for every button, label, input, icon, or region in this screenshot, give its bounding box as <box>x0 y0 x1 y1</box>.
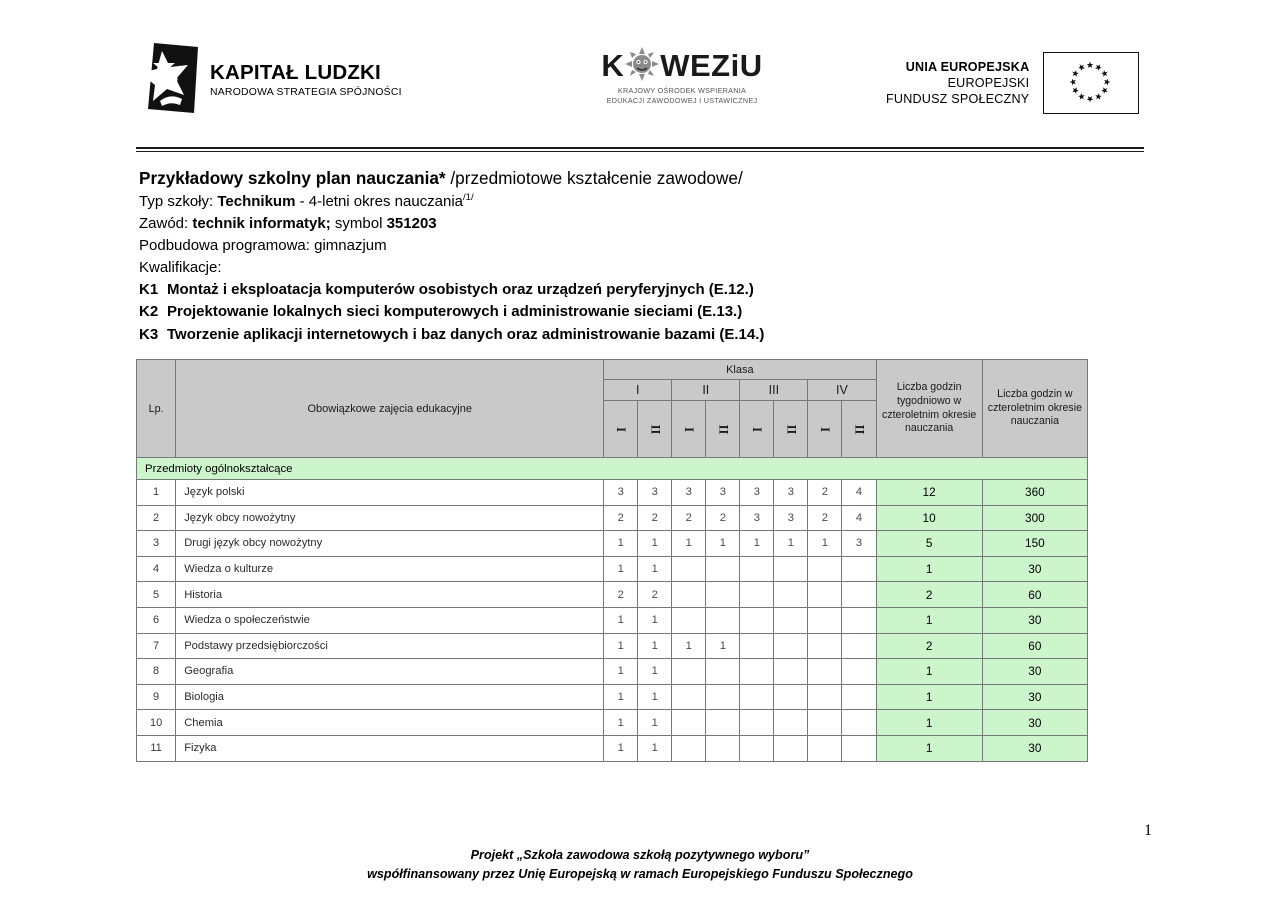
profession-line <box>139 213 1149 235</box>
cell-hours-semester-1: 1 <box>604 531 638 557</box>
cell-hours-semester-7 <box>808 582 842 608</box>
page-number: 1 <box>1144 822 1152 839</box>
cell-lp: 9 <box>137 684 176 710</box>
cell-hours-semester-5 <box>740 735 774 761</box>
qualification-k1-text: Montaż i eksploatacja komputerów osobistych oraz urządzeń peryferyjnych (E.12.) <box>167 281 754 299</box>
cell-hours-semester-5 <box>740 633 774 659</box>
cell-hours-semester-2: 2 <box>638 505 672 531</box>
footer-note <box>0 846 1280 884</box>
table-row <box>137 607 1088 633</box>
cell-hours-semester-4 <box>706 582 740 608</box>
cell-weekly-total: 1 <box>876 607 982 633</box>
cell-lp: 6 <box>137 607 176 633</box>
cell-hours-semester-6: 1 <box>774 531 808 557</box>
kapital-ludzki-title: KAPITAŁ LUDZKI <box>210 61 381 85</box>
semester-label-3-1: I <box>750 426 765 432</box>
cell-four-year-total: 30 <box>982 607 1087 633</box>
qualification-k3-id: K3 <box>139 325 159 343</box>
cell-hours-semester-1: 1 <box>604 735 638 761</box>
cell-four-year-total: 30 <box>982 659 1087 685</box>
cell-hours-semester-8 <box>842 659 876 685</box>
cell-hours-semester-4 <box>706 735 740 761</box>
col-header-class-1: I <box>604 380 672 401</box>
cell-hours-semester-6 <box>774 684 808 710</box>
cell-four-year-total: 60 <box>982 582 1087 608</box>
semester-label-2-1: I <box>682 426 697 432</box>
col-header-lp: Lp. <box>137 360 176 458</box>
cell-weekly-total: 1 <box>876 710 982 736</box>
cell-hours-semester-6 <box>774 659 808 685</box>
cell-hours-semester-5 <box>740 582 774 608</box>
cell-hours-semester-1: 1 <box>604 607 638 633</box>
cell-four-year-total: 30 <box>982 556 1087 582</box>
cell-hours-semester-8 <box>842 582 876 608</box>
eu-flag-icon <box>1043 52 1139 114</box>
cell-hours-semester-7: 1 <box>808 531 842 557</box>
cell-hours-semester-2: 1 <box>638 607 672 633</box>
cell-lp: 3 <box>137 531 176 557</box>
kowezju-subtitle-line2: EDUKACJI ZAWODOWEJ I USTAWICZNEJ <box>606 96 758 106</box>
page-title-bold: Przykładowy szkolny plan nauczania* <box>139 168 446 188</box>
cell-lp: 4 <box>137 556 176 582</box>
school-type-line <box>139 191 1149 213</box>
table-row <box>137 480 1088 506</box>
cell-hours-semester-2: 1 <box>638 531 672 557</box>
cell-hours-semester-3 <box>672 607 706 633</box>
table-section-row <box>137 458 1088 480</box>
header-divider <box>136 147 1144 149</box>
page-title <box>139 166 1149 191</box>
cell-hours-semester-3: 1 <box>672 531 706 557</box>
kowezju-sun-icon <box>625 47 659 81</box>
cell-hours-semester-7 <box>808 735 842 761</box>
cell-weekly-total: 5 <box>876 531 982 557</box>
cell-hours-semester-7 <box>808 659 842 685</box>
col-header-four-year-total: Liczba godzin w czteroletnim okresie nauczania <box>982 360 1087 458</box>
eu-label-line3: FUNDUSZ SPOŁECZNY <box>886 92 1030 107</box>
cell-hours-semester-4 <box>706 659 740 685</box>
logo-bar <box>0 38 1280 133</box>
cell-subject: Fizyka <box>176 735 604 761</box>
cell-four-year-total: 30 <box>982 735 1087 761</box>
table-row <box>137 710 1088 736</box>
col-header-semester-2 <box>638 401 672 458</box>
cell-subject: Geografia <box>176 659 604 685</box>
table-row <box>137 684 1088 710</box>
qualification-k3-text: Tworzenie aplikacji internetowych i baz danych oraz administrowanie bazami (E.14.) <box>167 325 765 343</box>
table-row <box>137 531 1088 557</box>
cell-hours-semester-3 <box>672 710 706 736</box>
cell-hours-semester-4 <box>706 684 740 710</box>
qualification-k2-text: Projektowanie lokalnych sieci komputerowych i administrowanie sieciami (E.13.) <box>167 303 743 321</box>
table-row <box>137 505 1088 531</box>
cell-hours-semester-7 <box>808 607 842 633</box>
cell-hours-semester-8: 4 <box>842 480 876 506</box>
eu-label-line1: UNIA EUROPEJSKA <box>905 60 1030 74</box>
cell-hours-semester-3 <box>672 659 706 685</box>
cell-hours-semester-3 <box>672 684 706 710</box>
cell-hours-semester-4 <box>706 556 740 582</box>
cell-subject: Biologia <box>176 684 604 710</box>
school-type-duration: - 4-letni okres nauczania <box>295 192 464 210</box>
cell-hours-semester-2: 3 <box>638 480 672 506</box>
cell-weekly-total: 10 <box>876 505 982 531</box>
cell-hours-semester-2: 2 <box>638 582 672 608</box>
cell-four-year-total: 300 <box>982 505 1087 531</box>
cell-hours-semester-3 <box>672 735 706 761</box>
cell-subject: Historia <box>176 582 604 608</box>
semester-label-2-2: II <box>716 424 731 434</box>
table-section-label: Przedmioty ogólnokształcące <box>137 458 1088 480</box>
cell-subject: Podstawy przedsiębiorczości <box>176 633 604 659</box>
profession-symbol-code: 351203 <box>386 214 437 232</box>
cell-subject: Język polski <box>176 480 604 506</box>
cell-hours-semester-7 <box>808 710 842 736</box>
cell-hours-semester-4: 3 <box>706 480 740 506</box>
table-row <box>137 582 1088 608</box>
semester-label-3-2: II <box>784 424 799 434</box>
cell-hours-semester-8: 4 <box>842 505 876 531</box>
cell-subject: Język obcy nowożytny <box>176 505 604 531</box>
cell-weekly-total: 2 <box>876 582 982 608</box>
kapital-ludzki-subtitle: NARODOWA STRATEGIA SPÓJNOŚCI <box>210 86 402 98</box>
teaching-plan-table <box>136 359 1088 762</box>
qualifications-label: Kwalifikacje: <box>139 259 222 277</box>
cell-subject: Wiedza o społeczeństwie <box>176 607 604 633</box>
cell-hours-semester-2: 1 <box>638 633 672 659</box>
cell-hours-semester-1: 1 <box>604 710 638 736</box>
cell-weekly-total: 1 <box>876 659 982 685</box>
school-type-value: Technikum <box>217 192 296 210</box>
cell-hours-semester-7 <box>808 684 842 710</box>
footer-line-2: współfinansowany przez Unię Europejską w ramach Europejskiego Funduszu Społecznego <box>367 866 913 881</box>
cell-weekly-total: 1 <box>876 735 982 761</box>
kowezju-subtitle-line1: KRAJOWY OŚRODEK WSPIERANIA <box>617 86 747 95</box>
cell-hours-semester-6 <box>774 607 808 633</box>
cell-hours-semester-8 <box>842 607 876 633</box>
col-header-semester-8 <box>842 401 876 458</box>
kowezju-letters-weziu: WEZiU <box>660 47 763 83</box>
cell-hours-semester-1: 1 <box>604 633 638 659</box>
document-title-block <box>139 166 1149 346</box>
cell-hours-semester-3 <box>672 556 706 582</box>
col-header-semester-7 <box>808 401 842 458</box>
cell-hours-semester-2: 1 <box>638 735 672 761</box>
cell-lp: 1 <box>137 480 176 506</box>
table-row <box>137 633 1088 659</box>
col-header-semester-5 <box>740 401 774 458</box>
cell-hours-semester-4: 1 <box>706 531 740 557</box>
cell-hours-semester-6 <box>774 582 808 608</box>
col-header-klasa: Klasa <box>604 360 876 380</box>
cell-hours-semester-7 <box>808 633 842 659</box>
table-row <box>137 735 1088 761</box>
cell-hours-semester-5: 3 <box>740 480 774 506</box>
profession-label: Zawód: <box>139 214 193 232</box>
semester-label-1-1: I <box>614 426 629 432</box>
kapital-ludzki-logo <box>140 43 402 117</box>
cell-lp: 8 <box>137 659 176 685</box>
qualification-k3 <box>139 324 1149 346</box>
footer-line-1: Projekt „Szkoła zawodowa szkołą pozytywnego wyboru” <box>470 848 810 862</box>
cell-hours-semester-8 <box>842 633 876 659</box>
qualification-k1-id: K1 <box>139 281 159 299</box>
cell-hours-semester-4: 1 <box>706 633 740 659</box>
cell-hours-semester-1: 1 <box>604 659 638 685</box>
cell-weekly-total: 2 <box>876 633 982 659</box>
cell-hours-semester-2: 1 <box>638 556 672 582</box>
cell-hours-semester-6 <box>774 735 808 761</box>
cell-hours-semester-4 <box>706 710 740 736</box>
profession-symbol-label: symbol <box>330 214 387 232</box>
semester-label-1-2: II <box>648 424 663 434</box>
cell-hours-semester-7 <box>808 556 842 582</box>
col-header-semester-4 <box>706 401 740 458</box>
table-head <box>137 360 1088 458</box>
cell-hours-semester-4 <box>706 607 740 633</box>
col-header-semester-6 <box>774 401 808 458</box>
cell-lp: 2 <box>137 505 176 531</box>
cell-subject: Wiedza o kulturze <box>176 556 604 582</box>
cell-four-year-total: 30 <box>982 710 1087 736</box>
cell-subject: Chemia <box>176 710 604 736</box>
cell-hours-semester-3: 3 <box>672 480 706 506</box>
cell-hours-semester-3: 1 <box>672 633 706 659</box>
cell-hours-semester-8 <box>842 556 876 582</box>
cell-hours-semester-2: 1 <box>638 659 672 685</box>
cell-hours-semester-5 <box>740 659 774 685</box>
cell-hours-semester-1: 1 <box>604 684 638 710</box>
cell-hours-semester-2: 1 <box>638 710 672 736</box>
cell-hours-semester-6 <box>774 710 808 736</box>
kowezju-letter-k: K <box>601 47 625 83</box>
semester-label-4-2: II <box>852 424 867 434</box>
cell-hours-semester-1: 2 <box>604 505 638 531</box>
cell-subject: Drugi język obcy nowożytny <box>176 531 604 557</box>
cell-hours-semester-4: 2 <box>706 505 740 531</box>
cell-hours-semester-5 <box>740 710 774 736</box>
table-row <box>137 556 1088 582</box>
col-header-semester-1 <box>604 401 638 458</box>
cell-hours-semester-3: 2 <box>672 505 706 531</box>
profession-value: technik informatyk; <box>192 214 331 232</box>
cell-hours-semester-8 <box>842 684 876 710</box>
cell-hours-semester-1: 2 <box>604 582 638 608</box>
cell-hours-semester-5: 3 <box>740 505 774 531</box>
qualification-k2-id: K2 <box>139 303 159 321</box>
table-body <box>137 458 1088 762</box>
cell-weekly-total: 1 <box>876 556 982 582</box>
cell-hours-semester-6: 3 <box>774 505 808 531</box>
school-type-label: Typ szkoły: <box>139 192 218 210</box>
kowezju-logo <box>592 48 772 107</box>
cell-hours-semester-8: 3 <box>842 531 876 557</box>
cell-hours-semester-7: 2 <box>808 480 842 506</box>
european-union-logo <box>886 52 1139 114</box>
cell-lp: 5 <box>137 582 176 608</box>
eu-label-line2: EUROPEJSKI <box>947 76 1030 91</box>
cell-lp: 10 <box>137 710 176 736</box>
col-header-class-3: III <box>740 380 808 401</box>
col-header-subject: Obowiązkowe zajęcia edukacyjne <box>176 360 604 458</box>
semester-label-4-1: I <box>818 426 833 432</box>
cell-hours-semester-3 <box>672 582 706 608</box>
cell-hours-semester-6 <box>774 556 808 582</box>
cell-lp: 7 <box>137 633 176 659</box>
base-program-line: Podbudowa programowa: gimnazjum <box>139 237 387 255</box>
cell-hours-semester-5 <box>740 684 774 710</box>
cell-hours-semester-6: 3 <box>774 480 808 506</box>
kapital-ludzki-star-figure-icon <box>140 43 198 117</box>
cell-four-year-total: 360 <box>982 480 1087 506</box>
page-title-rest: /przedmiotowe kształcenie zawodowe/ <box>445 168 743 188</box>
cell-four-year-total: 60 <box>982 633 1087 659</box>
cell-hours-semester-8 <box>842 710 876 736</box>
cell-lp: 11 <box>137 735 176 761</box>
cell-weekly-total: 12 <box>876 480 982 506</box>
table-head-row-1 <box>137 360 1088 380</box>
col-header-class-4: IV <box>808 380 876 401</box>
cell-hours-semester-8 <box>842 735 876 761</box>
col-header-semester-3 <box>672 401 706 458</box>
col-header-weekly-total: Liczba godzin tygodniowo w czteroletnim okresie nauczania <box>876 360 982 458</box>
cell-hours-semester-6 <box>774 633 808 659</box>
col-header-class-2: II <box>672 380 740 401</box>
cell-hours-semester-5 <box>740 607 774 633</box>
cell-hours-semester-1: 1 <box>604 556 638 582</box>
cell-four-year-total: 30 <box>982 684 1087 710</box>
table-row <box>137 659 1088 685</box>
cell-hours-semester-1: 3 <box>604 480 638 506</box>
cell-hours-semester-5 <box>740 556 774 582</box>
school-type-footnote-marker: /1/ <box>463 191 474 203</box>
cell-hours-semester-2: 1 <box>638 684 672 710</box>
qualification-k2 <box>139 301 1149 323</box>
qualification-k1 <box>139 279 1149 301</box>
cell-four-year-total: 150 <box>982 531 1087 557</box>
cell-hours-semester-7: 2 <box>808 505 842 531</box>
cell-weekly-total: 1 <box>876 684 982 710</box>
cell-hours-semester-5: 1 <box>740 531 774 557</box>
